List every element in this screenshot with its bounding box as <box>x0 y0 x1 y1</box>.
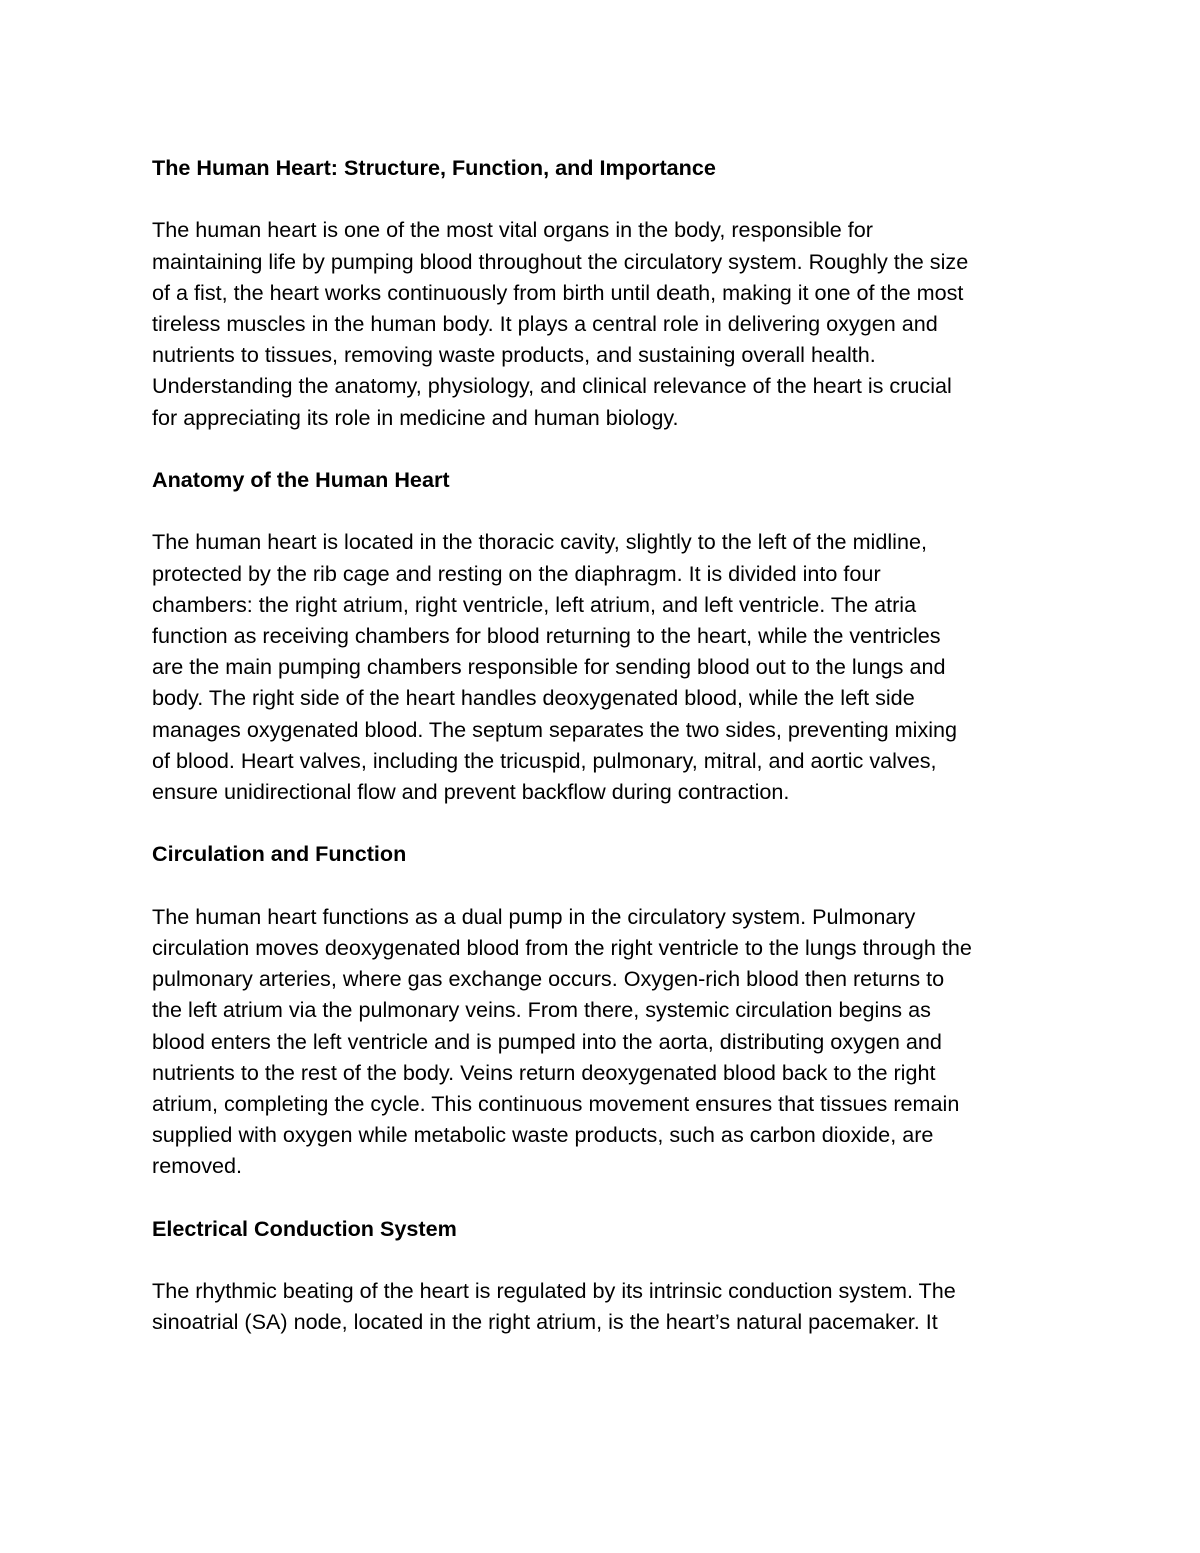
text-line: function as receiving chambers for blood returning to the heart, while the ventricles <box>152 623 941 648</box>
text-line: the left atrium via the pulmonary veins. From there, systemic circulation begins as <box>152 997 931 1023</box>
text-line: body. The right side of the heart handles deoxygenated blood, while the left side <box>152 685 915 711</box>
text-line: removed. <box>152 1153 243 1179</box>
document-title: The Human Heart: Structure, Function, and Importance <box>152 155 716 180</box>
section-circulation <box>152 838 1062 1181</box>
text-line: ensure unidirectional flow and prevent backflow during contraction. <box>152 779 790 805</box>
text-line: pulmonary arteries, where gas exchange occurs. Oxygen-rich blood then returns to <box>152 966 945 992</box>
text-line: atrium, completing the cycle. This continuous movement ensures that tissues remain <box>152 1091 960 1117</box>
text-line: The human heart is located in the thoracic cavity, slightly to the left of the midline, <box>152 529 927 555</box>
text-line: supplied with oxygen while metabolic waste products, such as carbon dioxide, are <box>152 1122 934 1148</box>
section-conduction <box>152 1213 1062 1338</box>
section-heading-circulation: Circulation and Function <box>152 841 407 867</box>
section-anatomy <box>152 464 1062 807</box>
text-line: circulation moves deoxygenated blood from the right ventricle to the lungs through the <box>152 935 972 960</box>
text-line: of a fist, the heart works continuously from birth until death, making it one of the most <box>152 279 964 305</box>
paragraph-anatomy <box>152 526 1062 807</box>
section-intro <box>152 152 1062 433</box>
text-line: tireless muscles in the human body. It plays a central role in delivering oxygen and <box>152 311 938 336</box>
paragraph-intro <box>152 214 1062 432</box>
text-line: nutrients to tissues, removing waste products, and sustaining overall health. <box>152 342 876 368</box>
text-line: The rhythmic beating of the heart is regulated by its intrinsic conduction system. The <box>152 1278 956 1304</box>
text-line: sinoatrial (SA) node, located in the right atrium, is the heart’s natural pacemaker. It <box>152 1309 938 1335</box>
text-line: for appreciating its role in medicine and human biology. <box>152 404 679 430</box>
text-line: protected by the rib cage and resting on the diaphragm. It is divided into four <box>152 560 881 586</box>
text-line: maintaining life by pumping blood throughout the circulatory system. Roughly the size <box>152 248 969 274</box>
text-line: chambers: the right atrium, right ventricle, left atrium, and left ventricle. The atria <box>152 591 917 617</box>
text-line: of blood. Heart valves, including the tricuspid, pulmonary, mitral, and aortic valves, <box>152 747 937 773</box>
text-line: The human heart functions as a dual pump in the circulatory system. Pulmonary <box>152 903 916 929</box>
text-line: The human heart is one of the most vital organs in the body, responsible for <box>152 217 873 243</box>
section-heading-conduction: Electrical Conduction System <box>152 1215 457 1241</box>
text-line: are the main pumping chambers responsible for sending blood out to the lungs and <box>152 654 946 680</box>
document-body <box>152 152 1062 1369</box>
text-line: blood enters the left ventricle and is pumped into the aorta, distributing oxygen and <box>152 1028 942 1054</box>
paragraph-conduction <box>152 1275 1062 1337</box>
text-line: Understanding the anatomy, physiology, and clinical relevance of the heart is crucial <box>152 373 952 399</box>
paragraph-circulation <box>152 901 1062 1182</box>
text-line: nutrients to the rest of the body. Veins return deoxygenated blood back to the right <box>152 1059 936 1085</box>
section-heading-anatomy: Anatomy of the Human Heart <box>152 467 450 492</box>
text-line: manages oxygenated blood. The septum separates the two sides, preventing mixing <box>152 716 958 742</box>
